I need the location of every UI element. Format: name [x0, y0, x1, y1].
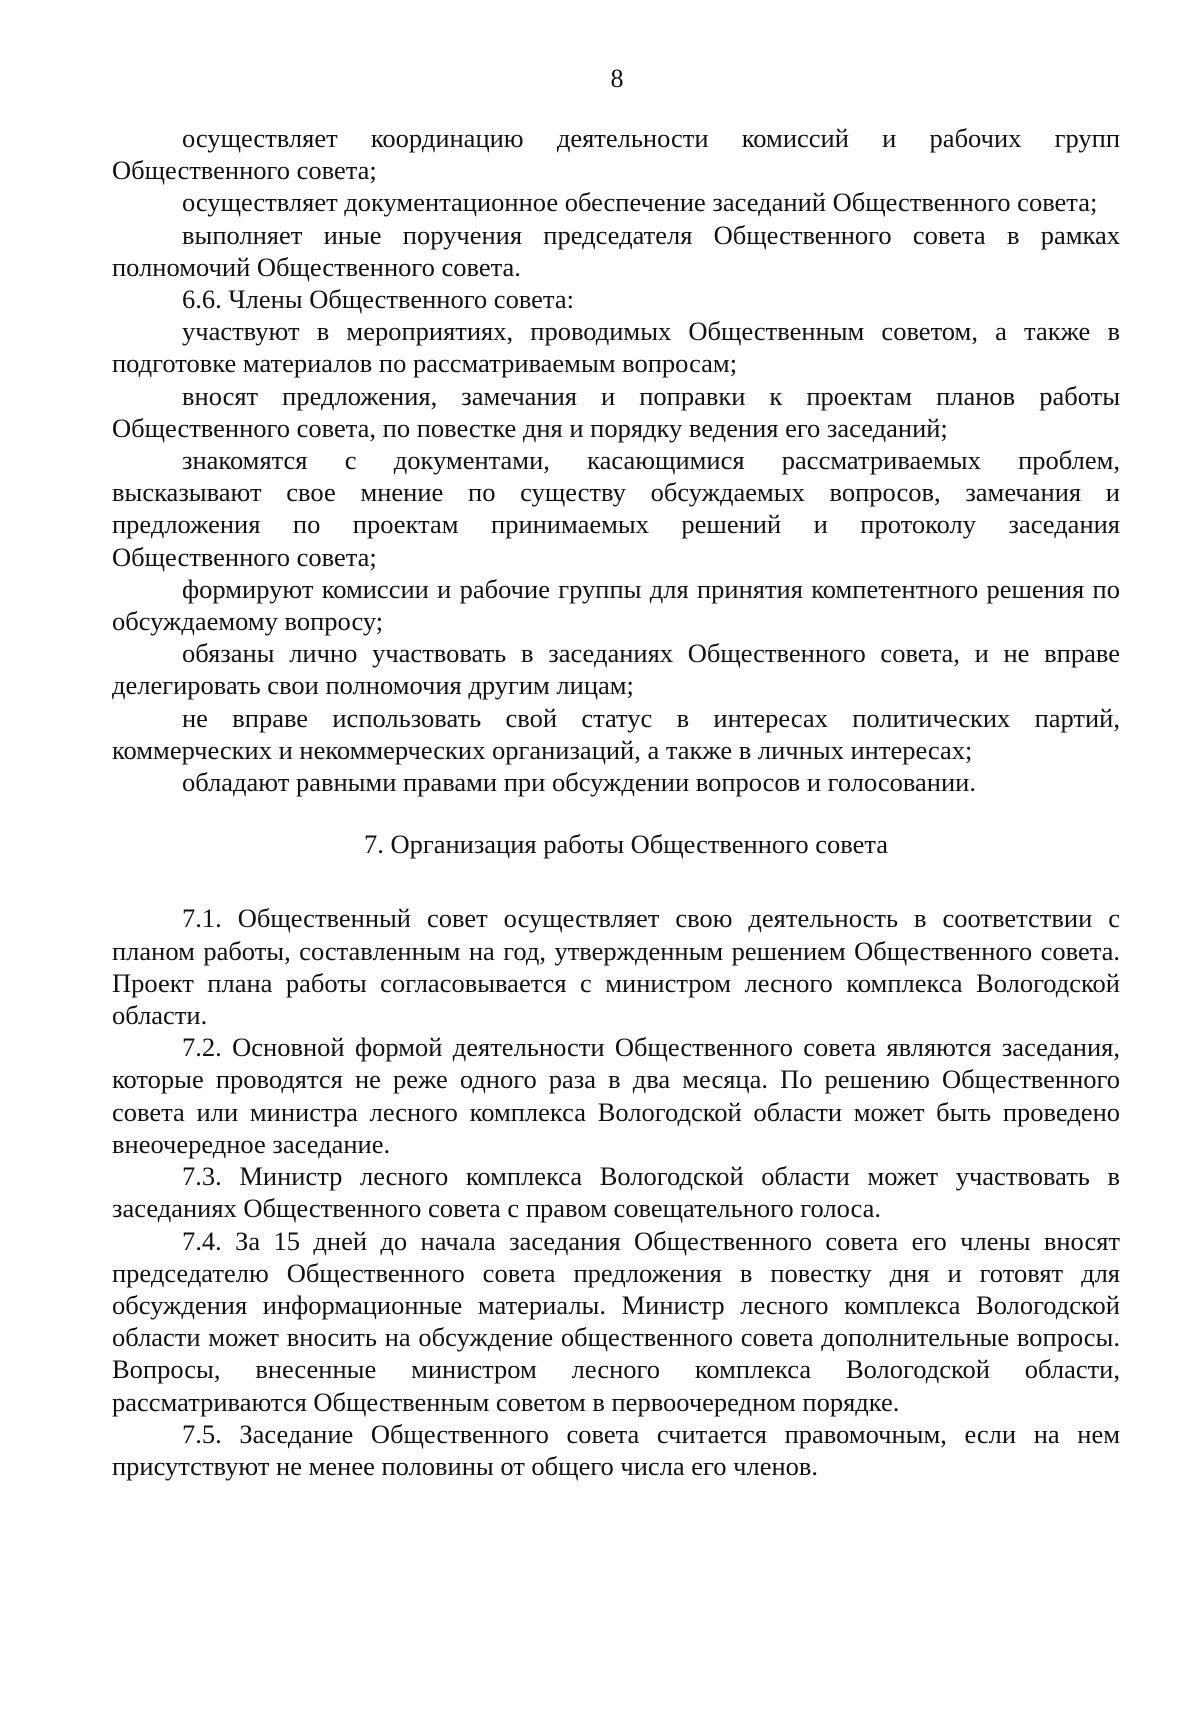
- paragraph-commissions: формируют комиссии и рабочие группы для принятия компетентного решения по обсуждаемому вопросу;: [112, 573, 1120, 637]
- paragraph-equal-rights: обладают равными правами при обсуждении вопросов и голосовании.: [182, 767, 976, 798]
- clause-7-1: 7.1. Общественный совет осуществляет свою деятельность в соответствии с планом работы, составленным на год, утвержденным решением Общественного совета. Проект плана работы согласовывается с министром лесного комплекса Вологодской области.: [112, 903, 1120, 1031]
- clause-7-3: 7.3. Министр лесного комплекса Вологодской области может участвовать в заседаниях Общественного совета с правом совещательного голоса.: [112, 1161, 1120, 1224]
- page-number: 8: [610, 64, 624, 93]
- paragraph-obliged: обязаны лично участвовать в заседаниях Общественного совета, и не вправе делегировать свои полномочия другим лицам;: [112, 638, 1120, 701]
- paragraph-documents: знакомятся с документами, касающимися рассматриваемых проблем, высказывают свое мнение по существу обсуждаемых вопросов, замечания и предложения по проектам принимаемых решений и протоколу заседания Общественного совета;: [112, 445, 1120, 572]
- paragraph-documentation: осуществляет документационное обеспечение заседаний Общественного совета;: [182, 187, 1098, 218]
- clause-6-6: 6.6. Члены Общественного совета:: [182, 284, 574, 315]
- clause-7-5: 7.5. Заседание Общественного совета считается правомочным, если на нем присутствуют не менее половины от общего числа его членов.: [112, 1418, 1120, 1481]
- paragraph-proposals: вносят предложения, замечания и поправки к проектам планов работы Общественного совета, по повестке дня и порядку ведения его заседаний;: [112, 380, 1120, 443]
- paragraph-coordination: осуществляет координацию деятельности комиссий и рабочих групп Общественного совета;: [112, 123, 1120, 186]
- paragraph-status: не вправе использовать свой статус в интересах политических партий, коммерческих и некоммерческих организаций, а также в личных интересах;: [112, 702, 1120, 765]
- spacer: [112, 798, 1120, 828]
- paragraph-other-tasks: выполняет иные поручения председателя Общественного совета в рамках полномочий Общественного совета.: [112, 219, 1120, 282]
- paragraph-participate: участвуют в мероприятиях, проводимых Общественным советом, а также в подготовке материалов по рассматриваемым вопросам;: [112, 316, 1120, 379]
- document-body: [112, 122, 1120, 1482]
- spacer: [112, 860, 1120, 902]
- clause-7-4: 7.4. За 15 дней до начала заседания Общественного совета его члены вносят председателю Общественного совета предложения в повестку дня и готовят для обсуждения информационные материалы. Министр лесного комплекса Вологодской области может вносить на обсуждение общественного совета дополнительные вопросы. Вопросы, внесенные министром лесного комплекса Вологодской области, рассматриваются Общественным советом в первоочередном порядке.: [112, 1225, 1120, 1417]
- clause-7-2: 7.2. Основной формой деятельности Общественного совета являются заседания, которые проводятся не реже одного раза в два месяца. По решению Общественного совета или министра лесного комплекса Вологодской области может быть проведено внеочередное заседание.: [112, 1032, 1120, 1159]
- section-7-heading: 7. Организация работы Общественного совета: [363, 829, 889, 860]
